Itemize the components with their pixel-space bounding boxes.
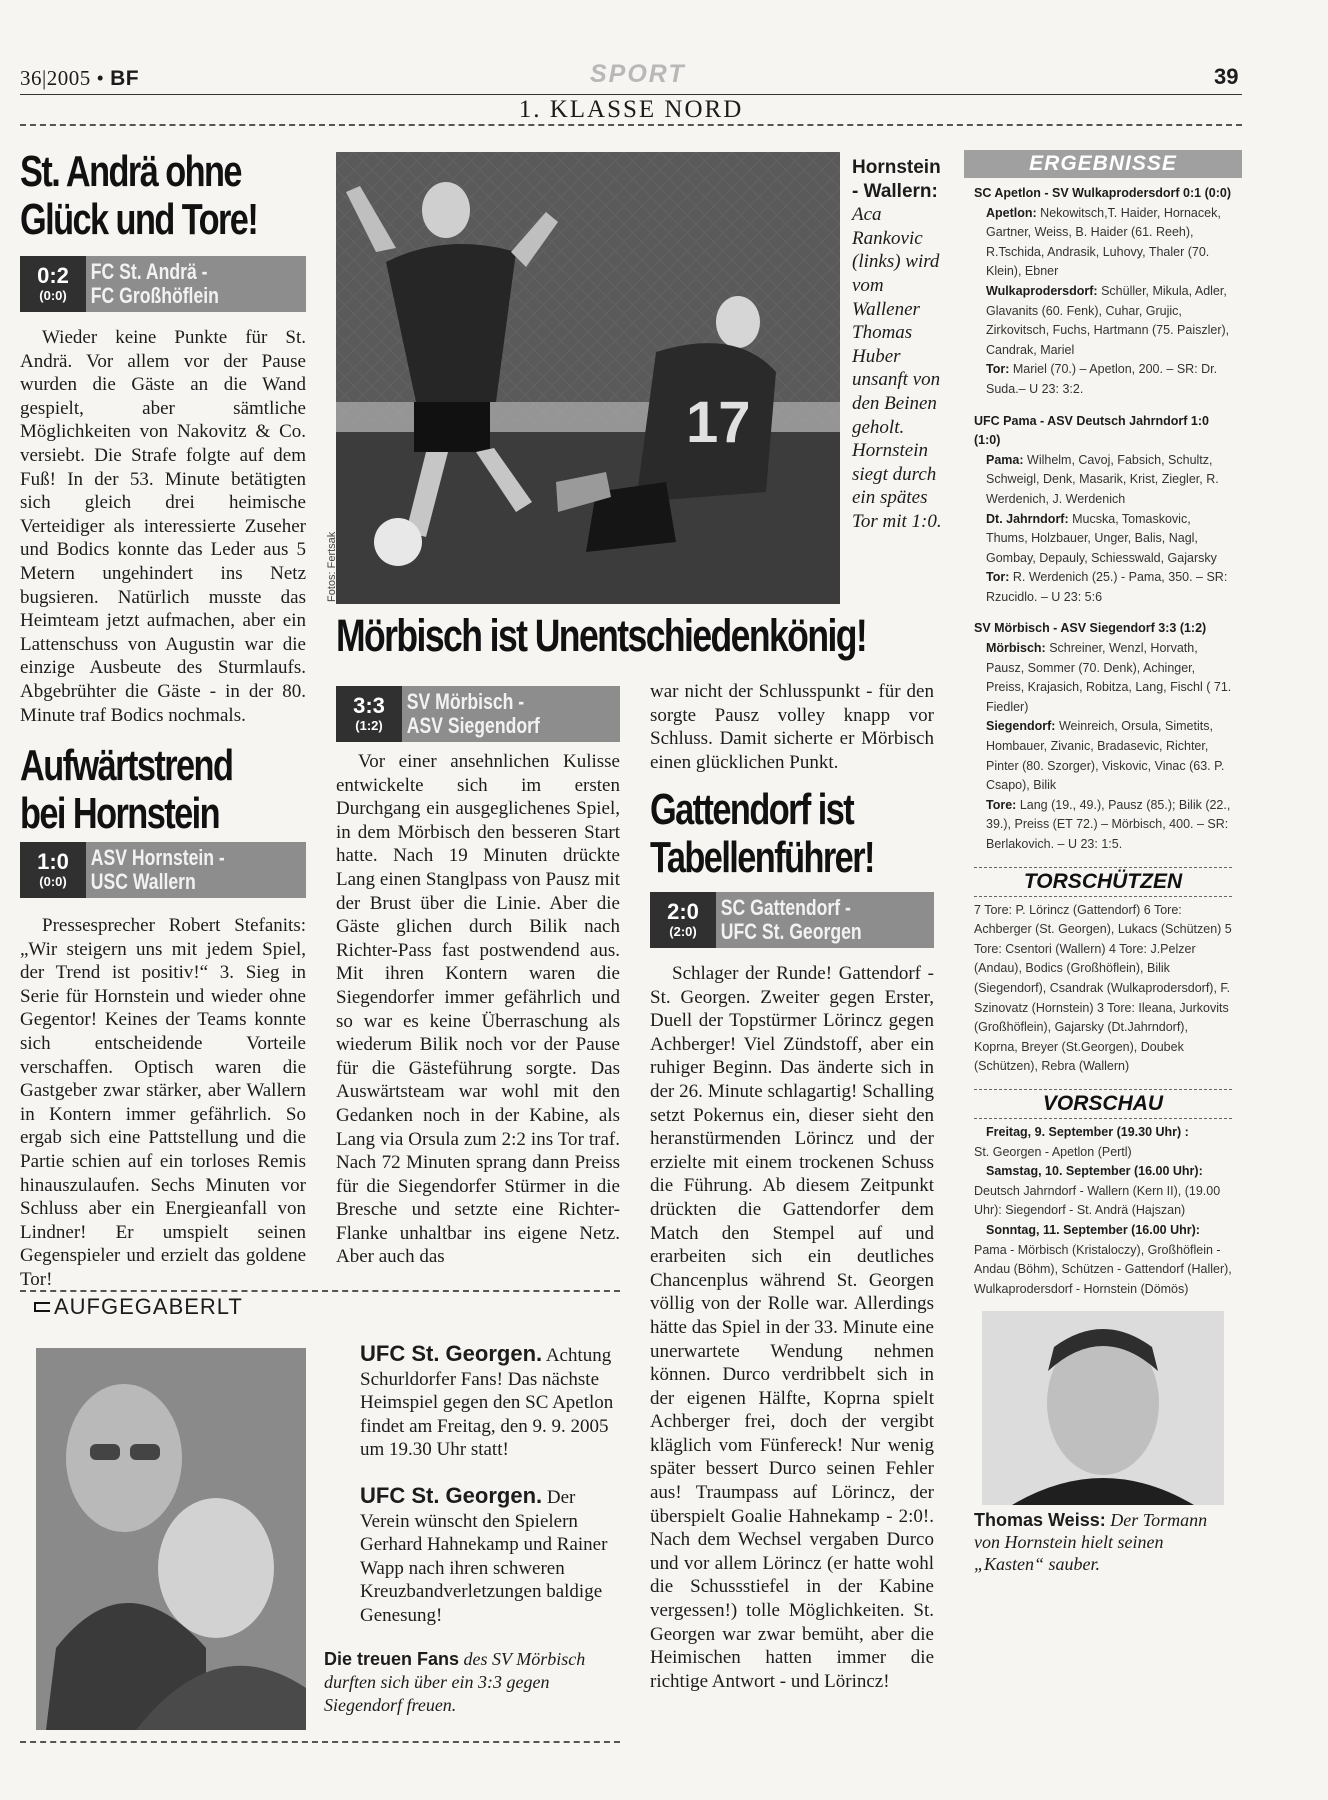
home-team: SV Mörbisch -: [406, 689, 525, 714]
score: 0:2: [37, 263, 69, 288]
match-photo-illustration: [336, 152, 840, 604]
halftime-score: (0:0): [39, 288, 67, 303]
result-team: Tor:: [986, 362, 1010, 377]
preview-games: Deutsch Jahrndorf - Wallern (Kern II), (19.00 Uhr): Siegendorf - St. Andrä (Hajszan): [974, 1183, 1221, 1218]
aufgegaberlt-item-2: UFC St. Georgen. Der Verein wünscht den Spielern Gerhard Hahnekamp und Rainer Wapp nach ihren schweren Kreuzbandverletzungen baldige Genesung!: [360, 1483, 608, 1626]
result-text: Lang (19., 49.), Pausz (85.); Bilik (22., 39.), Preiss (ET 72.) – Mörbisch, 400. – SR: Berlakovich. – U 23: 1:5.: [986, 797, 1231, 851]
away-team: USC Wallern: [90, 869, 196, 894]
aufgegaberlt-divider: [20, 1290, 620, 1292]
photo-credit: Fotos: Fertsak: [326, 531, 338, 602]
issue-label: 36|2005 • BF: [20, 66, 140, 90]
halftime-score: (1:2): [355, 718, 383, 733]
portrait-caption: Thomas Weiss: Der Tormann von Hornstein hielt seinen „Kasten“ sauber.: [974, 1510, 1208, 1575]
fans-caption: Die treuen Fans des SV Mörbisch durften sich über ein 3:3 gegen Siegendorf freuen.: [324, 1649, 586, 1715]
article3-body-part2: war nicht der Schlusspunkt - für den sorgte Pausz volley knapp vor Schluss. Damit sicherte er Mörbisch einen glücklichen Punkt.: [650, 681, 934, 773]
article4-scorebox: [650, 892, 934, 948]
match-photo: [336, 152, 840, 604]
result-game: [964, 619, 1242, 854]
preview-day-label: Freitag, 9. September (19.30 Uhr) :: [986, 1124, 1189, 1139]
preview-day: [974, 1162, 1234, 1221]
result-line: [974, 510, 1234, 569]
away-team: FC Großhöflein: [90, 283, 219, 308]
result-title: SV Mörbisch - ASV Siegendorf 3:3 (1:2): [974, 621, 1207, 636]
article3-headline-wrap: [336, 612, 936, 668]
result-team: Pama:: [986, 452, 1024, 467]
result-text: Schüller, Mikula, Adler, Glavanits (60. Fenk), Cuhar, Grujic, Zirkovitsch, Fuchs, Hartmann (75. Paiszler), Candrak, Mariel: [986, 283, 1230, 357]
result-line: [974, 451, 1234, 510]
preview-day: [974, 1221, 1234, 1299]
article4-body: Schlager der Runde! Gattendorf - St. Georgen. Zweiter gegen Erster, Duell der Topstürmer Lörincz gegen Achberger! Viel Zündstoff, aber ein ruhiger Beginn. Das änderte sich in der 26. Minute schlagartig! Schalling setzt Pokernus ein, dieser sieht den heranstürmenden Lörincz und der erzielte mit einem trockenen Schuss die Führung. Ab diesem Zeitpunkt drückten die Gattendorfer dem Match den Stempel auf und erarbeiten sich ein deutliches Chancenplus während St. Georgen völlig von der Rolle war. Allerdings hätte das Spiel in der 33. Minute eine unerwartete Wendung nehmen können. Durco verdribbelt sich in der eigenen Hälfte, Koprna spielt Achberger frei, doch der vergibt kläglich vom Fünfereck! Nur wenig später bessert Durco seinen Fehler aus! Traumpass auf Lörincz, der überspielt Goalie Hahnekamp - 2:0!. Nach dem Wechsel vergaben Durco und vor allem Lörincz (er hatte wohl die Schussstiefel in der Kabine vergessen!) tolle Möglichkeiten. St. Georgen war zwar bemüht, aber die Heimischen hatten immer die richtige Antwort - und Lörincz!: [650, 963, 934, 1692]
halftime-score: (0:0): [39, 874, 67, 889]
result-team: Siegendorf:: [986, 719, 1056, 734]
jersey-number: 17: [686, 390, 751, 455]
preview-list: [964, 1123, 1242, 1299]
article1-body: Wieder keine Punkte für St. Andrä. Vor allem vor der Pause wurden die Gäste an die Wand gespielt, aber sämtliche Möglichkeiten von Nakovitz & Co. versiebt. Die Strafe folgte auf dem Fuß! In der 53. Minute betätigten sich gleich drei heimische Verteidiger als interessierte Zuseher und Bodics konnte das Leder aus 5 Metern ungehindert ins Netz bugsieren. Natürlich musste das Heimteam jetzt aufmachen, aber ein Lattenschuss von Augustin war die einzige Ausbeute des Sturmlaufs. Abgebrühter die Gäste - in der 80. Minute traf Bodics nochmals.: [20, 327, 306, 726]
scorers-title: TORSCHÜTZEN: [974, 867, 1232, 897]
arrow-right-icon: [34, 1302, 50, 1312]
result-text: R. Werdenich (25.) - Pama, 350. – SR: Rzucidlo. – U 23: 5:6: [986, 570, 1228, 604]
halftime-score: (2:0): [669, 924, 697, 939]
home-team: FC St. Andrä -: [90, 259, 208, 284]
result-text: Wilhelm, Cavoj, Fabsich, Schultz, Schweigl, Denk, Masarik, Krist, Ziegler, R. Werdenich, J. Werdenich: [986, 452, 1219, 506]
article1-headline: St. Andrä ohne Glück und Tore!: [20, 147, 258, 244]
preview-day-label: Samstag, 10. September (16.00 Uhr):: [986, 1164, 1203, 1179]
preview-day: [974, 1123, 1234, 1162]
result-line: [974, 796, 1234, 855]
sidebar: [964, 150, 1242, 1575]
result-team: Wulkaprodersdorf:: [986, 283, 1098, 298]
article2-headline: Aufwärtstrend bei Hornstein: [20, 741, 233, 838]
home-team: ASV Hornstein -: [90, 845, 225, 870]
result-team: Dt. Jahrndorf:: [986, 511, 1069, 526]
page-number: 39: [1214, 64, 1239, 89]
portrait-illustration: [982, 1311, 1224, 1505]
article2-scorebox: [20, 842, 306, 898]
result-text: Mariel (70.) – Apetlon, 200. – SR: Dr. Suda.– U 23: 3:2.: [986, 362, 1218, 396]
article3-scorebox: [336, 686, 620, 742]
preview-games: St. Georgen - Apetlon (Pertl): [974, 1144, 1132, 1159]
aufgegaberlt-item-1: UFC St. Georgen. Achtung Schurldorfer Fans! Das nächste Heimspiel gegen den SC Apetlon findet am Freitag, den 9. 9. 2005 um 19.30 Uhr statt!: [360, 1341, 614, 1461]
article4-headline: Gattendorf ist Tabellenführer!: [650, 785, 874, 882]
result-line: [974, 568, 1234, 607]
result-title: UFC Pama - ASV Deutsch Jahrndorf 1:0 (1:0): [974, 413, 1210, 448]
article3-body-part1: Vor einer ansehnlichen Kulisse entwickelte sich im ersten Durchgang ein ausgeglichenes Spiel, in dem Mörbisch den besseren Start hatte. Nach 19 Minuten drückte Lang einen Stanglpass von Pausz mit der Brust über die Linie. Aber die Gäste glichen durch Bilik nach Richter-Pass fast postwendend aus. Mit ihren Kontern waren die Siegendorfer immer gefährlich und so war es keine Überraschung als wiederum Bilik noch vor der Pause für die Gästeführung sorgte. Das Auswärtsteam war wohl mit den Gedanken noch in der Kabine, als Lang via Orsula zum 2:2 ins Tor traf. Nach 72 Minuten sprang dann Preiss für die Siegendorfer Stürmer in die Bresche und setzte eine Richter-Flanke unhaltbar ins eigene Netz. Aber auch das: [336, 751, 620, 1268]
result-line: [974, 639, 1234, 717]
preview-games: Pama - Mörbisch (Kristaloczy), Großhöflein - Andau (Böhm), Schützen - Gattendorf (Haller), Wulkaprodersdorf - Hornstein (Dömös): [974, 1242, 1232, 1296]
header-divider: [20, 124, 1242, 126]
article3-headline: Mörbisch ist Unentschiedenkönig!: [336, 612, 867, 661]
photo-caption: Hornstein - Wallern: Aca Rankovic (links) wird vom Wallener Thomas Huber unsanft von den Beinen geholt. Hornstein siegt durch ein spätes Tor mit 1:0.: [852, 157, 942, 532]
result-team: Tor:: [986, 570, 1010, 585]
score: 3:3: [353, 693, 385, 718]
result-game: [964, 412, 1242, 608]
result-text: Weinreich, Orsula, Simetits, Hombauer, Zivanic, Bradasevic, Richter, Pinter (80. Szorger), Viskovic, Vinac (63. P. Csapo), Bilik: [986, 719, 1225, 793]
away-team: UFC St. Georgen: [720, 919, 862, 944]
result-game: [964, 184, 1242, 400]
away-team: ASV Siegendorf: [406, 713, 540, 738]
result-text: Mucska, Tomaskovic, Thums, Holzbauer, Unger, Balis, Nagl, Gombay, Depauly, Schiesswald, Gajarsky: [986, 511, 1217, 565]
result-team: Tore:: [986, 797, 1017, 812]
section-title: SPORT: [590, 60, 686, 88]
result-text: Nekowitsch,T. Haider, Hornacek, Gartner, Weiss, B. Haider (61. Reeh), R.Tschida, Andrasik, Luhovy, Thaler (70. Klein), Ebner: [986, 205, 1221, 279]
league-title: 1. KLASSE NORD: [518, 96, 744, 123]
scorers-text: 7 Tore: P. Lörincz (Gattendorf) 6 Tore: Achberger (St. Georgen), Lukacs (Schützen) 5 Tore: Csentori (Wallern) 4 Tore: J.Pelzer (Andau), Bodics (Großhöflein), Bilik (Siegendorf), Csandrak (Wulkaprodersdorf), F. Szinovatz (Hornstein) 3 Tore: Ileana, Jurkovits (Großhöflein), Gajarsky (Dt.Jahrndorf), Koprna, Breyer (St.Georgen), Doubek (Schützen), Rebra (Wallern): [974, 902, 1232, 1074]
article1-scorebox: [20, 256, 306, 312]
fans-photo: [36, 1348, 306, 1730]
score: 2:0: [667, 899, 699, 924]
portrait-photo: [982, 1311, 1224, 1505]
score: 1:0: [37, 849, 69, 874]
result-line: [974, 717, 1234, 795]
preview-title: VORSCHAU: [974, 1089, 1232, 1119]
header-rule: [20, 94, 1242, 95]
result-line: [974, 282, 1234, 360]
result-team: Mörbisch:: [986, 641, 1046, 656]
article2-body: Pressesprecher Robert Stefanits: „Wir steigern uns mit jedem Spiel, der Trend ist positiv!“ 3. Sieg in Serie für Hornstein und wieder ohne Gegentor! Keines der Teams konnte sich entscheidende Vorteile verschaffen. Optisch waren die Gastgeber zwar stärker, aber Wallern in Kontern immer gefährlich. So ergab sich eine Pattstellung und die Partie schien auf ein torloses Remis hinauszulaufen. Sechs Minuten vor Schluss aber ein Energieanfall von Lindner! Er umspielt seinen Gegenspieler und erzielt das goldene Tor!: [20, 915, 306, 1290]
result-team: Apetlon:: [986, 205, 1037, 220]
results-list: [964, 184, 1242, 855]
fans-photo-illustration: [36, 1348, 306, 1730]
results-title: ERGEBNISSE: [964, 150, 1242, 178]
result-line: [974, 204, 1234, 282]
aufgegaberlt-label: AUFGEGABERLT: [34, 1294, 243, 1320]
result-text: Schreiner, Wenzl, Horvath, Pausz, Sommer (70. Denk), Achinger, Preiss, Krajasich, Robitza, Lang, Fischl ( 71. Fiedler): [986, 641, 1232, 714]
result-line: [974, 360, 1234, 399]
preview-day-label: Sonntag, 11. September (16.00 Uhr):: [986, 1222, 1200, 1237]
result-title: SC Apetlon - SV Wulkaprodersdorf 0:1 (0:0): [974, 186, 1231, 200]
home-team: SC Gattendorf -: [720, 895, 851, 920]
